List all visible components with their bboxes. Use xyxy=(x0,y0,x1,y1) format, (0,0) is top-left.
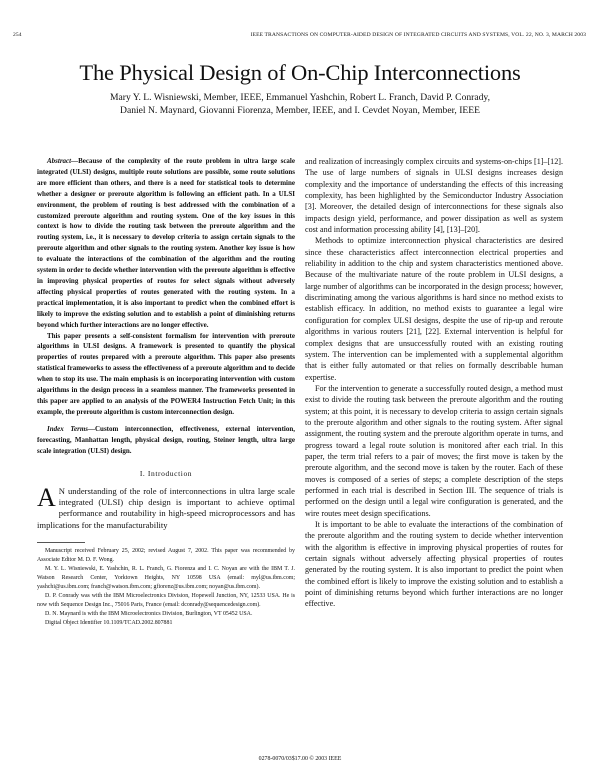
footnote-maynard: D. N. Maynard is with the IBM Microelectronics Division, Burlington, VT 05452 USA. xyxy=(45,611,253,618)
running-title: IEEE TRANSACTIONS ON COMPUTER-AIDED DESIGN OF INTEGRATED CIRCUITS AND SYSTEMS, VOL. 22, NO. 3, MARCH 2003 xyxy=(250,32,586,38)
intro-text: N understanding of the role of interconnections in ultra large scale integrated (ULSI) chip design is important to achieve optimal performance and routability in high-speed microprocessors and has implications for the manufacturability xyxy=(37,485,295,530)
footnote-conrady: D. P. Conrady was with the IBM Microelectronics Division, Hopewell Junction, NY, 12533 USA. He is now with Sequence Design Inc., 75016 Paris, France (email: dconrady@sequencedesign.com). xyxy=(37,593,295,609)
abstract-paragraph-1 xyxy=(37,156,295,331)
intro-paragraph xyxy=(37,482,295,532)
body-paragraph-3: For the intervention to generate a successfully routed design, a method must exist to divide the routing task between the preroute algorithm and the routing system; at this point, it is necessary to develop criteria to assign certain signals to the preroute algorithm and other signals to the routing system. After signal assignment, the routing system and the preroute algorithm operate in turns, and progress toward a legal route solution is monitored after each trial. In this paper, the term trial refers to a pair of moves; the first move is taken by the preroute algorithm, and the second move is taken by the router. Each of these moves is composed of a series of steps; a complete description of the steps performed in each trial is described in Section III. The sequence of trials is performed on the design until a legal wire configuration is generated, and the wire routes meet design specifications. xyxy=(305,383,563,518)
right-column xyxy=(305,156,563,610)
body-paragraph-4: It is important to be able to evaluate the interactions of the combination of the preroute algorithm and the routing system to decide whether intervention with the algorithm is effective in improving physical properties of routes for certain signals without adversely affecting physical properties of routes generated by the routing system. It is also important to predict the point when the combined effort is likely to improve the existing solution and to establish a point of diminishing returns beyond which further interactions are no longer effective. xyxy=(305,520,563,609)
left-column xyxy=(37,156,295,628)
abstract-label: Abstract— xyxy=(47,157,79,165)
footnote-divider xyxy=(37,542,85,543)
paper-title: The Physical Design of On-Chip Interconnections xyxy=(79,60,521,85)
footnote-manuscript: Manuscript received February 25, 2002; revised August 7, 2002. This paper was recommended by Associate Editor M. D. F. Wong. xyxy=(37,548,295,564)
index-terms-label: Index Terms— xyxy=(47,424,95,433)
author-line-2: Daniel N. Maynard, Giovanni Fiorenza, Member, IEEE, and I. Cevdet Noyan, Member, IEEE xyxy=(120,104,480,116)
index-terms-text: Custom interconnection, effectiveness, external intervention, forecasting, Manhattan length, physical design, routing, Steiner length, ultra large scale integration (ULSI) design. xyxy=(37,424,295,455)
body-paragraph-2: Methods to optimize interconnection physical characteristics are desired since these characteristics affect interconnection electrical properties and reliability in addition to the chip and system characteristics mentioned above. Because of the multivariate nature of the route problem in ULSI designs, a large number of algorithms can be incorporated in the design process; however, discriminating among the various algorithms is hard since no method exists to establish efficacy. In addition, no method exists to guarantee a legal wire configuration for complex ULSI designs, despite the use of rip-up and reroute algorithms in various routers [21], [22]. External intervention is helpful for complex designs that are unsuccessfully routed with an existing routing system. The intervention can be implemented with a supplemental algorithm that is either fully automated or that relies on formally describable human expertise. xyxy=(305,236,563,382)
index-terms xyxy=(37,424,295,457)
section-heading: I. Introduction xyxy=(139,469,193,479)
footnote-affiliations: M. Y. L. Wisniewski, E. Yashchin, R. L. Franch, G. Fiorenza and I. C. Noyan are with the IBM T. J. Watson Research Center, Yorktown Heights, NY 10598 USA (email: myl@us.ibm.com; yashchi@us.ibm.com; franch@watson.ibm.com; gfiorenz@us.ibm.com; noyan@us.ibm.com). xyxy=(37,566,295,591)
running-header xyxy=(13,32,586,42)
footnote-doi: Digital Object Identifier 10.1109/TCAD.2002.807881 xyxy=(45,620,173,627)
copyright-line: 0278-0070/03$17.00 © 2003 IEEE xyxy=(258,756,342,762)
drop-cap: A xyxy=(37,482,56,512)
abstract-text-1: Because of the complexity of the route problem in ultra large scale integrated (ULSI) designs, multiple route solutions are possible, some route solutions are more efficient than others, and there is a need for statistical tools to determine whether a designer or preroute algorithm is following an efficient path. In a ULSI environment, the problem of routing is best addressed with the combination of a customized preroute algorithm and routing system. One of the key issues in this context is how to divide the routing task between the preroute algorithm and the routing system, i.e., it is necessary to develop criteria to assign certain signals to the preroute algorithm and other signals to the routing system. Another key issue is how to evaluate the interactions of the combination of the algorithm and the routing system in order to decide whether intervention with the preroute algorithm is effective in improving physical properties of routes for select signals without adversely affecting physical properties of routes generated with the routing system. In a practical implementation, it is also important to predict when the combined effort is likely to improve the existing solution and to establish a point of diminishing returns beyond which further interactions are no longer effective. xyxy=(37,157,295,329)
author-line-1: Mary Y. L. Wisniewski, Member, IEEE, Emmanuel Yashchin, Robert L. Franch, David P. Conrady, xyxy=(110,92,490,103)
footnotes xyxy=(37,547,295,628)
abstract-paragraph-2: This paper presents a self-consistent formalism for intervention with preroute algorithms in ULSI designs. A framework is presented to quantify the physical properties of routes prepared with a preroute algorithm. This paper also presents statistical frameworks to assess the effectiveness of a preroute algorithm and to decide when to stop its use. The main emphasis is on incorporating intervention with custom algorithms in the design process in a seamless manner. The frameworks presented in this paper are applied to an analysis of the POWER4 Instruction Fetch Unit; in this example, the preroute algorithm is custom interconnection design. xyxy=(37,331,295,416)
page-number: 254 xyxy=(13,32,22,38)
body-paragraph-1: and realization of increasingly complex circuits and systems-on-chips [1]–[12]. The use of large numbers of signals in ULSI designs increases design complexity and the importance of understanding the effects of this increasing complexity, has been highlighted by the Semiconductor Industry Association [3]. Moreover, the detailed design of interconnections for these signals also impacts design yield, performance, and power dissipation as well as system cost and information processing ability [4], [13]–[20]. xyxy=(305,157,563,235)
author-list xyxy=(40,92,560,117)
